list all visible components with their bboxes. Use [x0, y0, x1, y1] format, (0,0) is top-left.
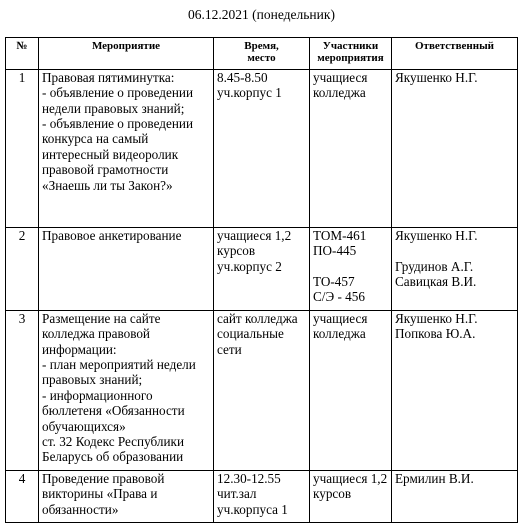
row-responsible: Ермилин В.И.	[392, 470, 518, 522]
header-num: №	[6, 38, 39, 70]
table-row	[6, 227, 518, 310]
header-participants-line2: мероприятия	[317, 52, 384, 65]
header-time-line2: место	[247, 52, 276, 65]
row-participants	[310, 227, 392, 310]
header-time	[214, 38, 310, 70]
row-responsible: Якушенко Н.Г.	[392, 69, 518, 227]
participants-group-1: ТОМ-461 ПО-445	[313, 227, 367, 259]
header-participants-line1: Участники	[322, 40, 379, 52]
row-participants: учащиеся 1,2 курсов	[310, 470, 392, 522]
row-num: 2	[6, 227, 39, 310]
header-event: Мероприятие	[39, 38, 214, 70]
row-time: сайт колледжа социальные сети	[214, 310, 310, 470]
row-participants: учащиеся колледжа	[310, 69, 392, 227]
table-row	[6, 310, 518, 470]
responsible-group-2: Грудинов А.Г. Савицкая В.И.	[395, 258, 477, 290]
participants-group-2: ТО-457 С/Э - 456	[313, 274, 365, 305]
row-event: Правовое анкетирование	[39, 227, 214, 310]
events-table	[5, 37, 518, 523]
row-responsible	[392, 227, 518, 310]
row-num: 1	[6, 69, 39, 227]
row-event: Размещение на сайте колледжа правовой информации: - план мероприятий недели правовых знаний; - информационного бюллетеня «Обязанности обучающихся» ст. 32 Кодекс Республики Беларусь об образовании	[39, 310, 214, 470]
header-participants	[310, 38, 392, 70]
row-num: 3	[6, 310, 39, 470]
row-participants: учащиеся колледжа	[310, 310, 392, 470]
header-row	[6, 38, 518, 70]
row-event: Правовая пятиминутка: - объявление о проведении недели правовых знаний; - объявление о проведении конкурса на самый интересный видеоролик правовой грамотности «Знаешь ли ты Закон?»	[39, 69, 214, 227]
header-responsible: Ответственный	[392, 38, 518, 70]
row-time: учащиеся 1,2 курсов уч.корпус 2	[214, 227, 310, 310]
row-time: 8.45-8.50 уч.корпус 1	[214, 69, 310, 227]
table-row	[6, 69, 518, 227]
responsible-group-1: Якушенко Н.Г.	[395, 227, 478, 243]
row-event: Проведение правовой викторины «Права и обязанности»	[39, 470, 214, 522]
page-date: 06.12.2021 (понедельник)	[188, 7, 335, 22]
row-time: 12.30-12.55 чит.зал уч.корпуса 1	[214, 470, 310, 522]
row-responsible: Якушенко Н.Г. Попкова Ю.А.	[392, 310, 518, 470]
row-num: 4	[6, 470, 39, 522]
header-time-line1: Время,	[244, 40, 279, 52]
